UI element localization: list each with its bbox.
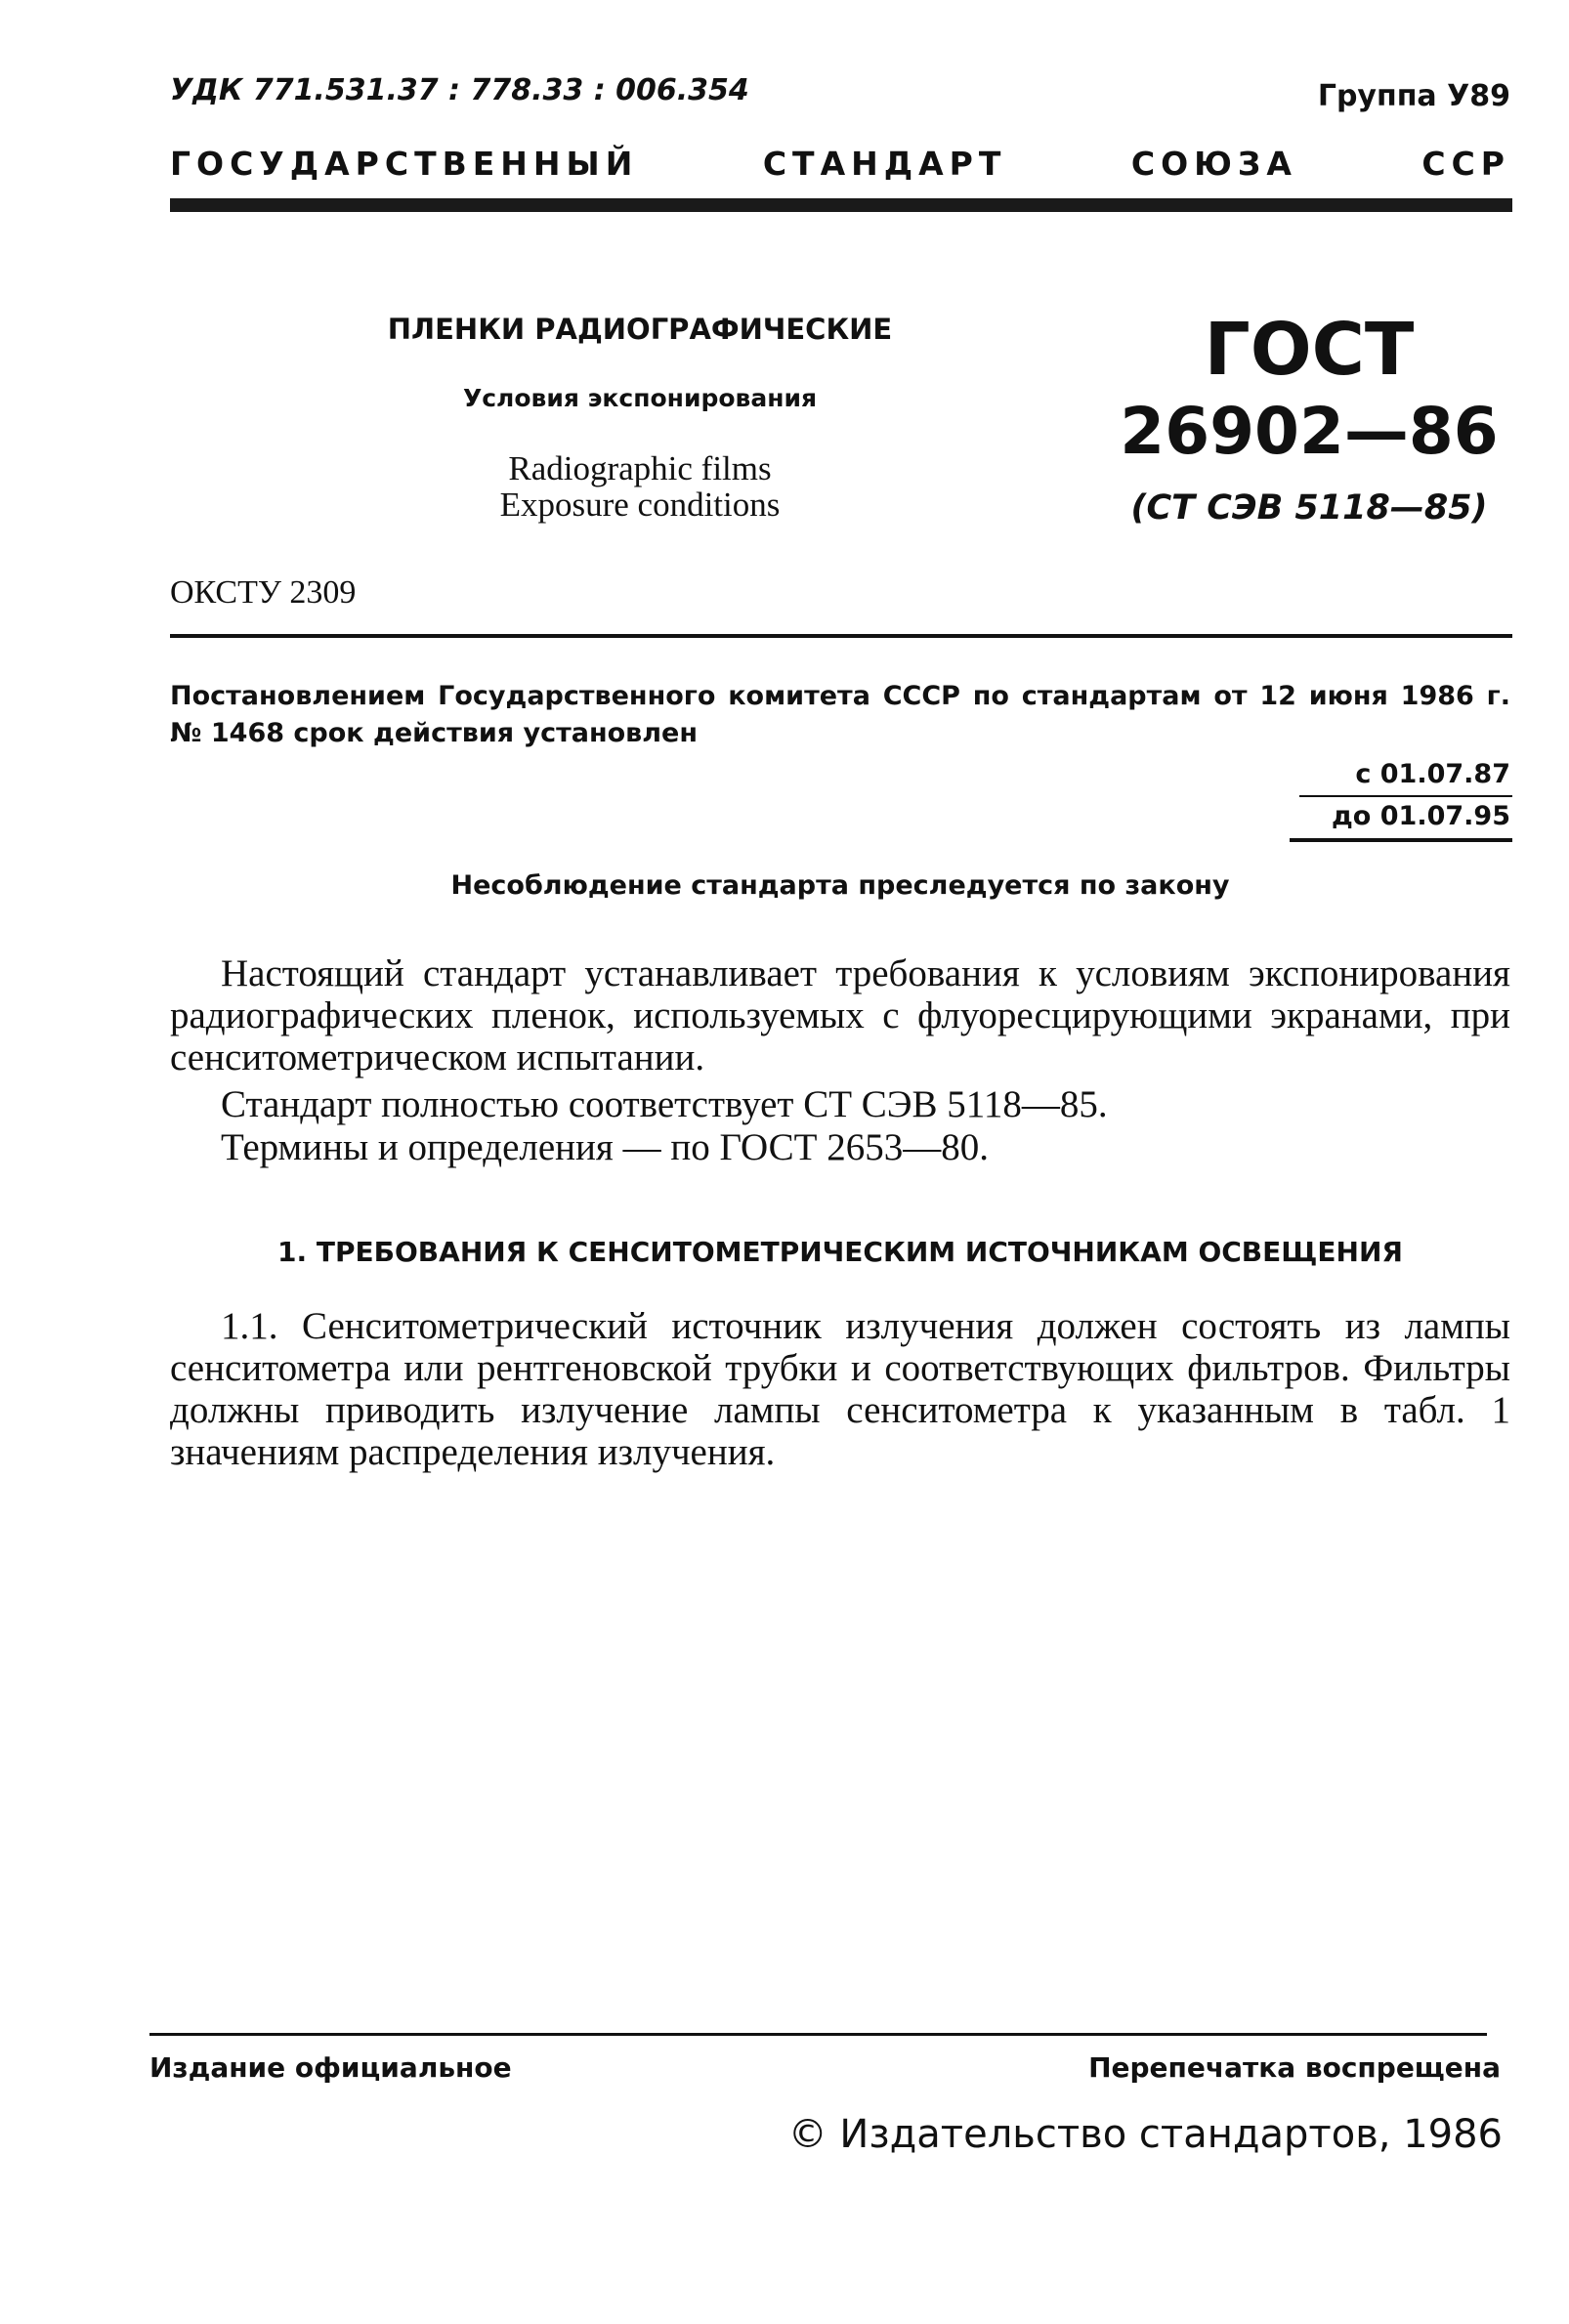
edition-label: Издание официальное xyxy=(149,2051,512,2084)
title-ru: ПЛЕНКИ РАДИОГРАФИЧЕСКИЕ xyxy=(387,313,893,346)
st-sev-reference: (СТ СЭВ 5118—85) xyxy=(1130,488,1488,528)
title-divider xyxy=(170,634,1512,638)
gost-label: ГОСТ xyxy=(1204,308,1415,392)
conformity-paragraph: Стандарт полностью соответствует СТ СЭВ 5118—85. xyxy=(221,1083,1108,1125)
title-en-line2: Exposure conditions xyxy=(499,486,781,524)
udk-code: УДК 771.531.37 : 778.33 : 006.354 xyxy=(170,73,749,107)
clause-1-1: 1.1. Сенситометрический источник излучения должен состоять из лампы сенситометра или рентгеновской трубки и соответствующих фильтров. Фильтры должны приводить излучение лампы сенситометра к указанным в табл. 1 значениям распределения излучения. xyxy=(170,1305,1510,1473)
resolution-text: Постановлением Государственного комитета СССР по стандартам от 12 июня 1986 г. № 1468 срок действия установлен xyxy=(170,681,1510,748)
copyright-notice: © Издательство стандартов, 1986 xyxy=(787,2112,1503,2157)
state-standard-banner xyxy=(170,145,1510,188)
state-standard-text: ГОСУДАРСТВЕННЫЙ СТАНДАРТ СОЮЗА ССР xyxy=(170,145,1510,183)
footer-divider xyxy=(149,2033,1487,2036)
okstu-code: ОКСТУ 2309 xyxy=(170,574,357,611)
gost-number: 26902—86 xyxy=(1120,394,1499,469)
valid-from: с 01.07.87 xyxy=(1355,759,1510,789)
subtitle-ru: Условия экспонирования xyxy=(462,384,818,412)
header-bar xyxy=(170,198,1512,212)
section-1-heading: 1. ТРЕБОВАНИЯ К СЕНСИТОМЕТРИЧЕСКИМ ИСТОЧНИКАМ ОСВЕЩЕНИЯ xyxy=(277,1236,1403,1268)
valid-to: до 01.07.95 xyxy=(1332,801,1510,831)
title-en-line1: Radiographic films xyxy=(508,449,772,487)
valid-from-underline xyxy=(1299,795,1512,797)
intro-paragraph: Настоящий стандарт устанавливает требования к условиям экспонирования радиографических пленок, используемых с флуоресцирующими экранами, при сенситометрическом испытании. xyxy=(170,952,1510,1078)
noncompliance-notice: Несоблюдение стандарта преследуется по закону xyxy=(450,870,1230,901)
terms-paragraph: Термины и определения — по ГОСТ 2653—80. xyxy=(221,1126,989,1168)
reprint-notice: Перепечатка воспрещена xyxy=(1088,2051,1501,2084)
valid-to-underline xyxy=(1290,838,1512,842)
group-code: Группа У89 xyxy=(1317,79,1510,113)
